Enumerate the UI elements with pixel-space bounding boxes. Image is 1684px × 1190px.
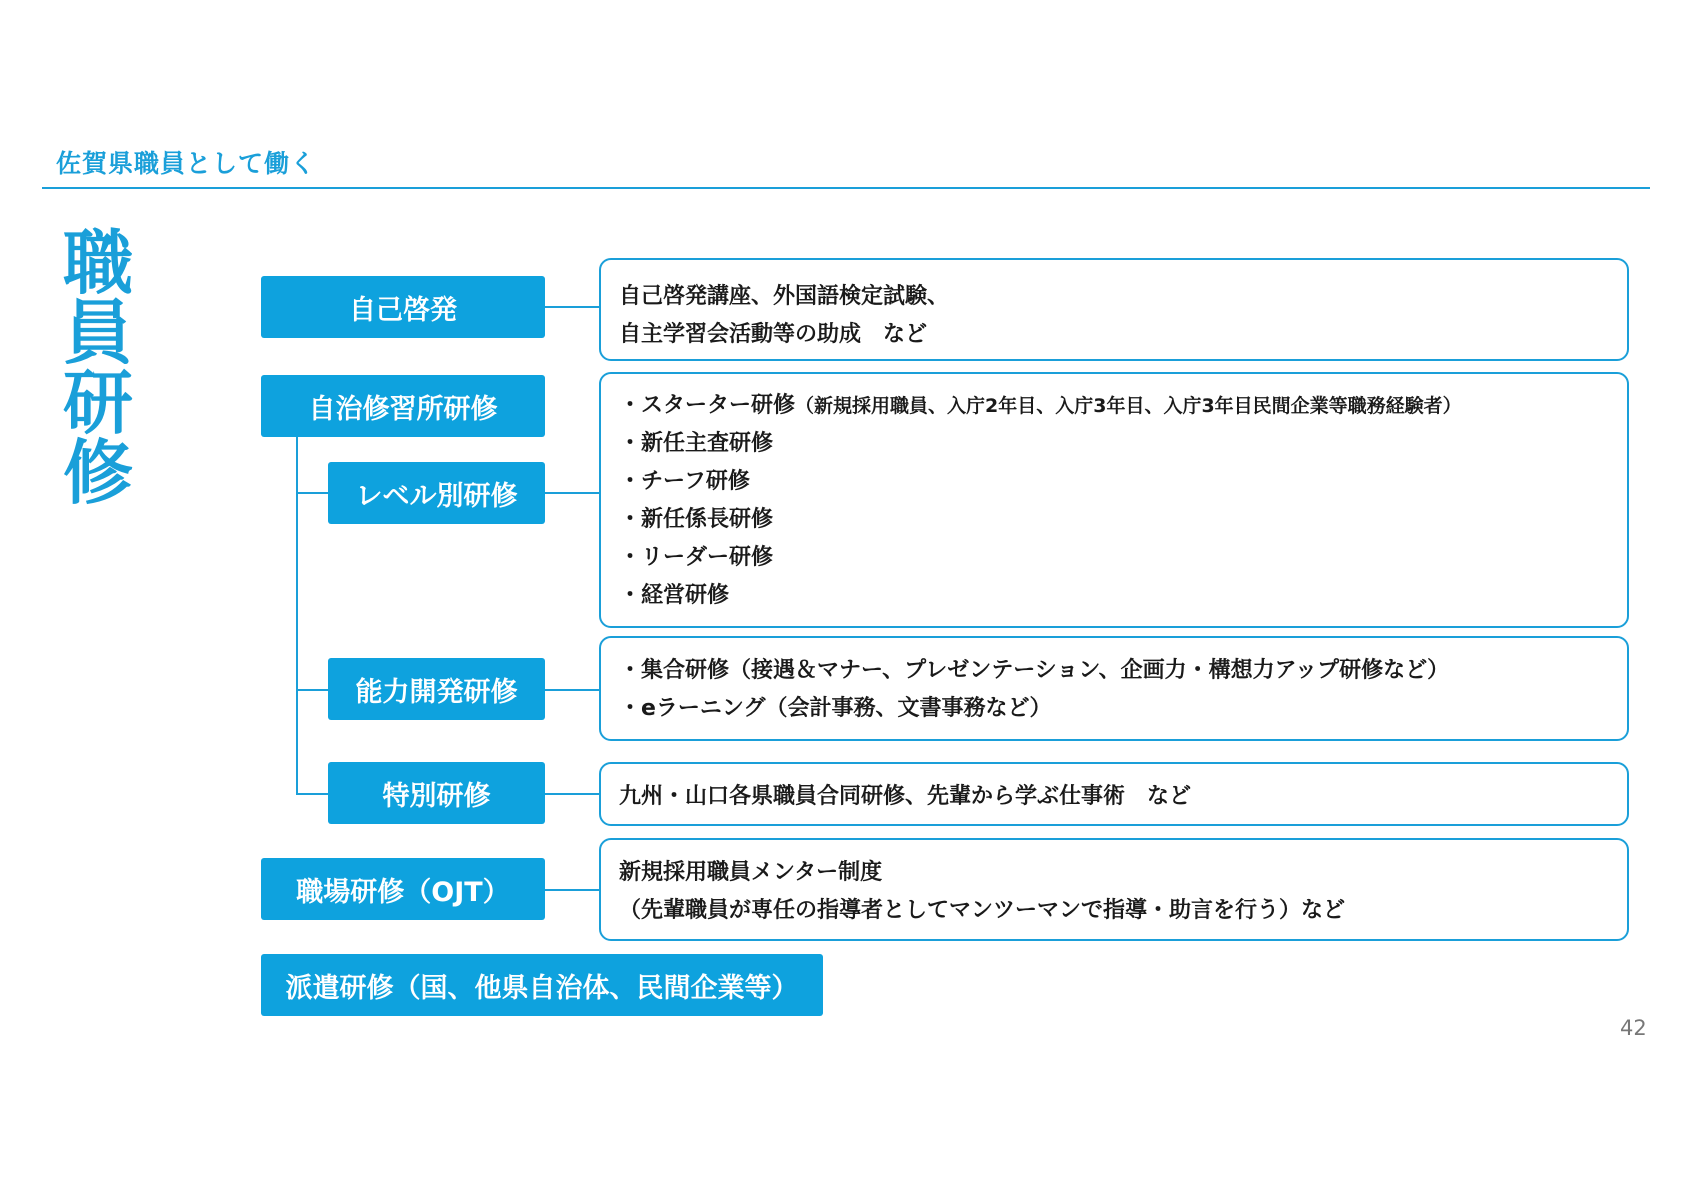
category-ability-training: 能力開発研修 <box>328 658 545 720</box>
header-divider <box>42 187 1650 189</box>
section-title-char: 修 <box>63 432 133 514</box>
desc-line: （先輩職員が専任の指導者としてマンツーマンで指導・助言を行う）など <box>619 898 1346 923</box>
desc-line: 自主学習会活動等の助成 など <box>619 322 928 347</box>
desc-line: ・eラーニング（会計事務、文書事務など） <box>619 696 1052 721</box>
category-self-development: 自己啓発 <box>261 276 545 338</box>
desc-starter: ・スターター研修 <box>619 393 796 418</box>
connector-ability-branch <box>296 689 328 691</box>
desc-starter-note: （新規採用職員、入庁2年目、入庁3年目、入庁3年目民間企業等職務経験者） <box>795 395 1462 417</box>
desc-ability-training <box>599 636 1629 741</box>
desc-line: 新規採用職員メンター制度 <box>619 860 883 885</box>
section-title-char: 職 <box>63 222 133 304</box>
desc-line: ・チーフ研修 <box>619 469 750 494</box>
desc-line: ・新任係長研修 <box>619 507 774 532</box>
connector-ojt <box>545 889 601 891</box>
page-header-title: 佐賀県職員として働く <box>56 149 317 178</box>
category-special-training: 特別研修 <box>328 762 545 824</box>
category-ojt: 職場研修（OJT） <box>261 858 545 920</box>
section-title-char: 研 <box>63 362 133 444</box>
page-number: 42 <box>1620 1016 1647 1040</box>
desc-line <box>619 387 1609 425</box>
section-title-vertical <box>58 222 138 514</box>
desc-line: 自己啓発講座、外国語検定試験、 <box>619 284 950 309</box>
connector-level-branch <box>296 492 328 494</box>
connector-special <box>545 793 601 795</box>
desc-line: ・リーダー研修 <box>619 545 774 570</box>
desc-special-training <box>599 762 1629 826</box>
desc-line: ・経営研修 <box>619 583 730 608</box>
connector-ability <box>545 689 601 691</box>
desc-line: 九州・山口各県職員合同研修、先輩から学ぶ仕事術 など <box>619 783 1192 809</box>
category-dispatch: 派遣研修（国、他県自治体、民間企業等） <box>261 954 823 1016</box>
connector-self-dev <box>545 306 601 308</box>
desc-line: ・新任主査研修 <box>619 431 774 456</box>
category-level-training: レベル別研修 <box>328 462 545 524</box>
connector-special-branch <box>296 793 328 795</box>
desc-level-training <box>599 372 1629 628</box>
connector-level <box>545 492 601 494</box>
section-title-char: 員 <box>63 292 133 374</box>
desc-self-development <box>599 258 1629 361</box>
desc-ojt <box>599 838 1629 941</box>
connector-jichi-trunk <box>296 436 298 794</box>
category-jichi-shushujo: 自治修習所研修 <box>261 375 545 437</box>
desc-line: ・集合研修（接遇＆マナー、プレゼンテーション、企画力・構想力アップ研修など） <box>619 658 1450 683</box>
